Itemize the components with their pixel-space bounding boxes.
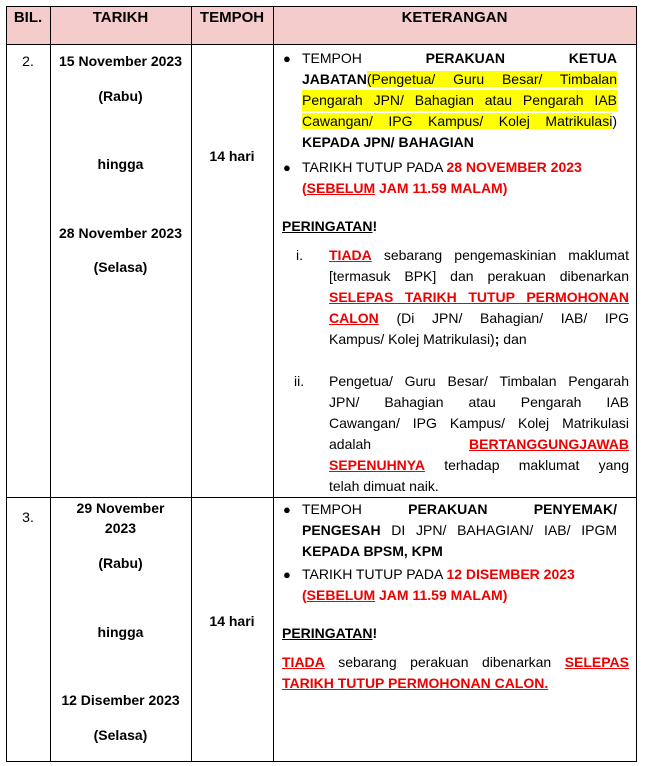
- bullet-icon: ●: [283, 51, 291, 66]
- row2-item-i-line3: SELEPAS TARIKH TUTUP PERMOHONAN: [329, 289, 629, 305]
- row2-date-start: 15 November 2023: [59, 53, 182, 69]
- row2-item-ii-number: ii.: [294, 373, 305, 389]
- col-divider-1: [50, 6, 51, 762]
- row2-item-ii-line6: telah dimuat naik.: [329, 478, 439, 494]
- row2-b2-line2: (SEBELUM JAM 11.59 MALAM): [302, 180, 508, 196]
- table-border-left: [6, 6, 7, 762]
- col-divider-3: [273, 6, 274, 762]
- bullet-icon: ●: [283, 567, 291, 582]
- bullet-icon: ●: [283, 502, 291, 517]
- row3-tempoh: 14 hari: [209, 613, 255, 629]
- row3-date-end: 12 Disember 2023: [61, 692, 180, 708]
- row3-date-start-line1: 29 November: [76, 500, 165, 516]
- row3-note-line1: TIADA sebarang perakuan dibenarkan SELEPAS: [282, 654, 629, 670]
- row3-peringatan: PERINGATAN!: [282, 625, 378, 641]
- row2-b2-line1: TARIKH TUTUP PADA 28 NOVEMBER 2023: [302, 159, 582, 175]
- row3-b2-line2: (SEBELUM JAM 11.59 MALAM): [302, 587, 508, 603]
- row2-item-i-line1: TIADA sebarang pengemaskinian maklumat: [329, 247, 629, 263]
- header-tempoh: TEMPOH: [199, 9, 265, 26]
- header-keterangan: KETERANGAN: [401, 9, 508, 26]
- row2-item-ii-line2: JPN/ Bahagian atau Pengarah IAB: [329, 394, 629, 410]
- bullet-icon: ●: [283, 160, 291, 175]
- row2-tempoh: 14 hari: [209, 148, 255, 164]
- header-divider: [6, 44, 637, 45]
- row2-day-end: (Selasa): [93, 259, 148, 275]
- row2-item-ii-line4: adalah BERTANGGUNGJAWAB: [329, 436, 629, 452]
- col-divider-2: [191, 6, 192, 762]
- row2-item-ii-line3: Cawangan/ IPG Kampus/ Kolej Matrikulasi: [329, 415, 629, 431]
- row3-day-end: (Selasa): [93, 727, 148, 743]
- row2-peringatan: PERINGATAN!: [282, 218, 378, 234]
- row2-item-i-line2: [termasuk BPK] dan perakuan dibenarkan: [329, 268, 629, 284]
- row2-day-start: (Rabu): [98, 88, 143, 104]
- row3-day-start: (Rabu): [98, 555, 143, 571]
- header-bil: BIL.: [13, 9, 43, 26]
- row2-b1-line5: KEPADA JPN/ BAHAGIAN: [302, 134, 474, 150]
- row2-item-i-line5: Kampus/ Kolej Matrikulasi); dan: [329, 331, 527, 347]
- row3-until: hingga: [97, 624, 144, 640]
- row3-b1-line2: PENGESAH DI JPN/ BAHAGIAN/ IAB/ IPGM: [302, 522, 617, 538]
- row2-b1-line4: Cawangan/ IPG Kampus/ Kolej Matrikulasi): [302, 113, 617, 129]
- row2-b1-line2: JABATAN(Pengetua/ Guru Besar/ Timbalan: [302, 71, 617, 87]
- table-border-bottom: [6, 761, 637, 762]
- row2-item-ii-line5: SEPENUHNYA terhadap maklumat yang: [329, 457, 629, 473]
- row2-date-end: 28 November 2023: [59, 225, 182, 241]
- row2-b1-line1: TEMPOH PERAKUAN KETUA: [302, 50, 617, 66]
- row2-b1-line3: Pengarah JPN/ Bahagian atau Pengarah IAB: [302, 90, 617, 111]
- row3-date-start-line2: 2023: [104, 520, 137, 536]
- row3-b1-line3: KEPADA BPSM, KPM: [302, 543, 443, 559]
- row3-bil: 3.: [22, 509, 34, 525]
- row3-note-line2: TARIKH TUTUP PERMOHONAN CALON.: [282, 675, 549, 691]
- table-border-right: [636, 6, 637, 762]
- row2-bil: 2.: [22, 53, 34, 69]
- row2-item-i-line4: CALON (Di JPN/ Bahagian/ IAB/ IPG: [329, 310, 629, 326]
- row2-until: hingga: [97, 156, 144, 172]
- row2-item-i-number: i.: [296, 247, 303, 263]
- row3-b1-line1: TEMPOH PERAKUAN PENYEMAK/: [302, 501, 617, 517]
- row2-item-ii-line1: Pengetua/ Guru Besar/ Timbalan Pengarah: [329, 373, 629, 389]
- header-tarikh: TARIKH: [92, 9, 149, 26]
- row3-b2-line1: TARIKH TUTUP PADA 12 DISEMBER 2023: [302, 566, 575, 582]
